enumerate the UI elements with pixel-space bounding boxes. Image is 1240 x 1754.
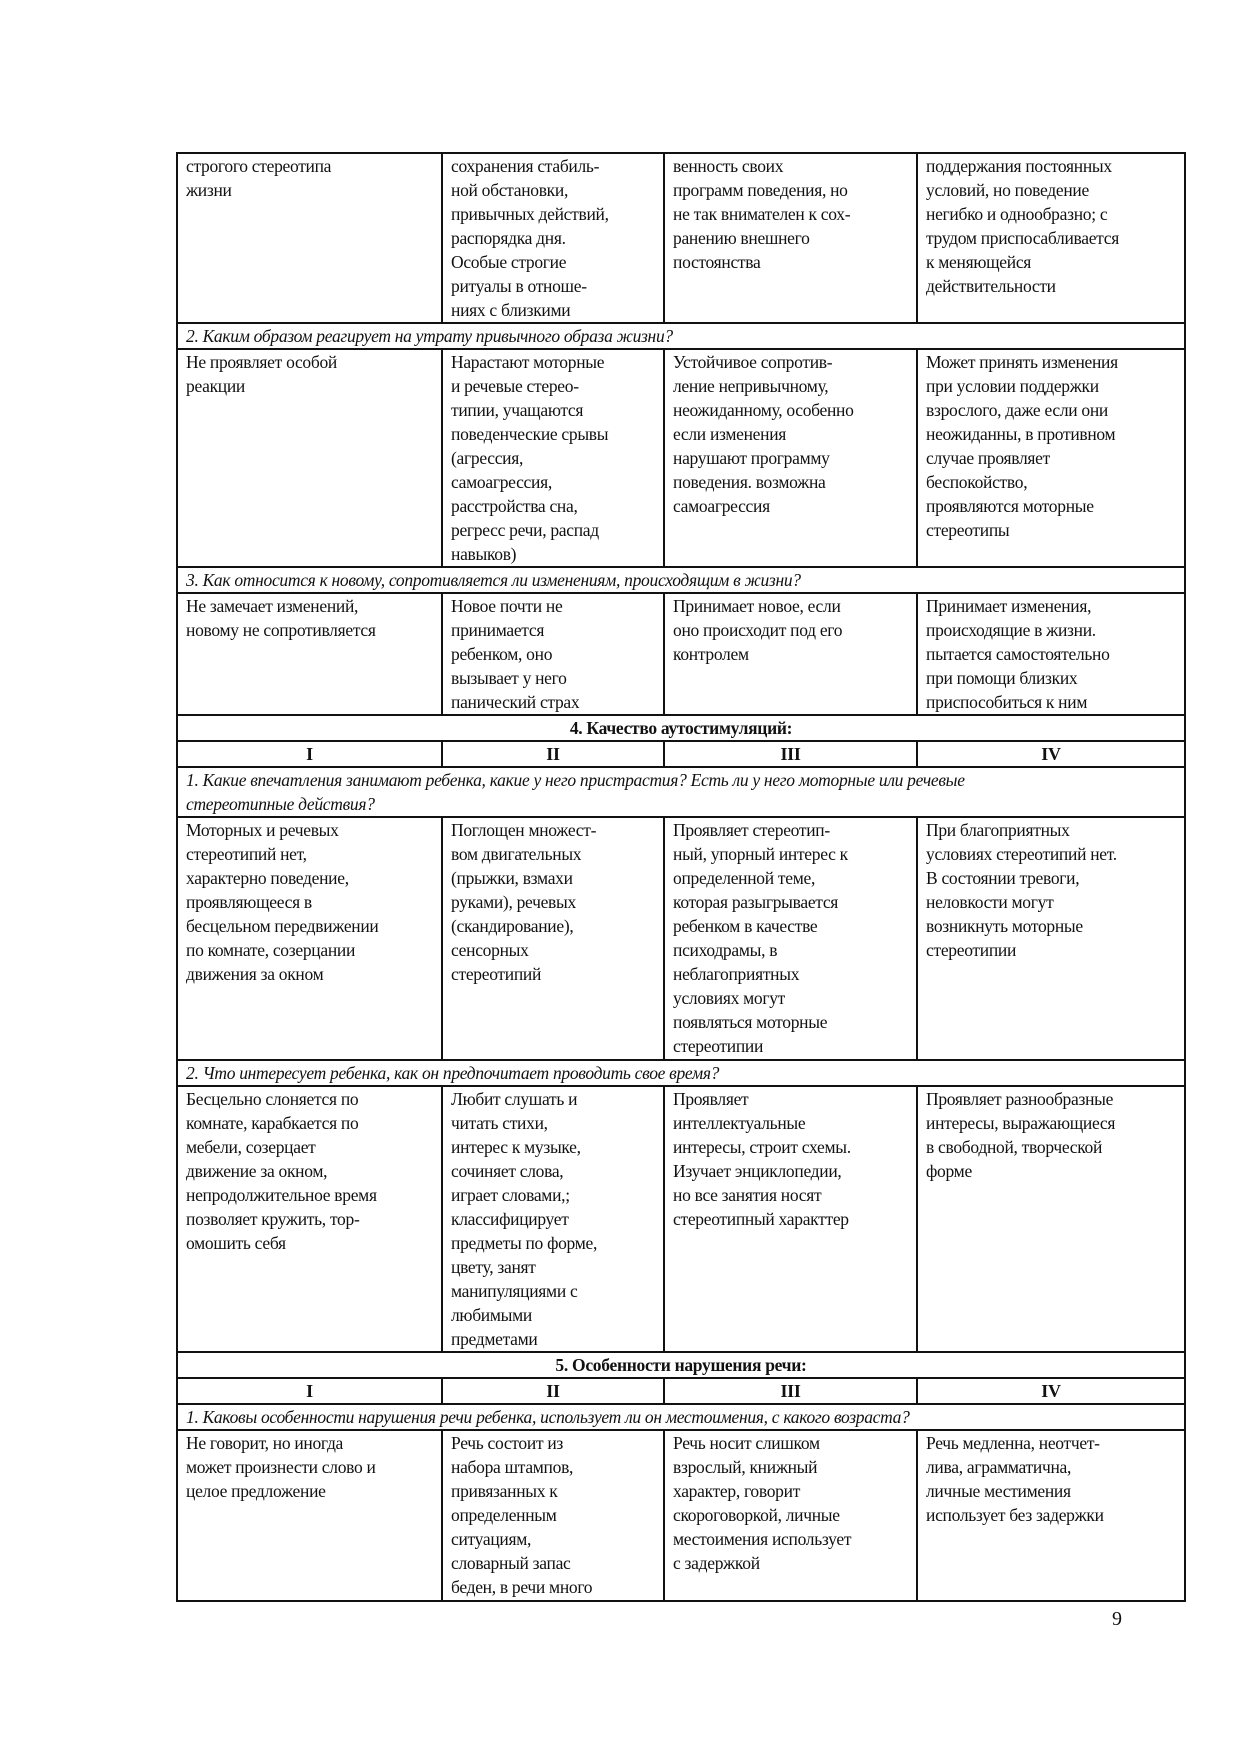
text-line: поведения. возможна: [673, 472, 826, 492]
text-line: омошить себя: [186, 1233, 286, 1253]
text-line: ребенком в качестве: [673, 916, 818, 936]
text-line: строгого стереотипа: [186, 156, 332, 176]
text-line: движение за окном,: [186, 1161, 328, 1181]
table-row-data: [177, 349, 1185, 567]
text-line: самоагрессия: [673, 496, 770, 516]
table-cell: [664, 1086, 917, 1352]
text-line: манипуляциями с: [451, 1281, 578, 1301]
text-line: определенным: [451, 1505, 557, 1525]
question-cell: [177, 1404, 1185, 1430]
text-line: стереотипный характтер: [673, 1209, 849, 1229]
section-heading: [177, 1352, 1185, 1378]
text-line: предметами: [451, 1329, 538, 1349]
table-row-q: [177, 1404, 1185, 1430]
table-row-num: [177, 1378, 1185, 1404]
text-line: непродолжительное время: [186, 1185, 377, 1205]
text-line: негибко и однообразно; с: [926, 204, 1108, 224]
text-line: венность своих: [673, 156, 784, 176]
text-line: II: [546, 1381, 560, 1401]
table-cell: [917, 593, 1185, 715]
text-line: характерно поведение,: [186, 868, 349, 888]
text-line: 4. Качество аутостимуляций:: [569, 718, 793, 738]
text-line: Нарастают моторные: [451, 352, 605, 372]
text-line: Особые строгие: [451, 252, 567, 272]
text-line: с задержкой: [673, 1553, 760, 1573]
text-line: взрослого, даже если они: [926, 400, 1109, 420]
table-row-data: [177, 1430, 1185, 1601]
text-line: Речь состоит из: [451, 1433, 564, 1453]
table-cell: [442, 817, 664, 1060]
text-line: беден, в речи много: [451, 1577, 593, 1597]
text-line: неловкости могут: [926, 892, 1054, 912]
text-line: возникнуть моторные: [926, 916, 1083, 936]
text-line: мебели, созерцает: [186, 1137, 316, 1157]
text-line: (агрессия,: [451, 448, 524, 468]
table-row-data: [177, 817, 1185, 1060]
text-line: бесцельном передвижении: [186, 916, 379, 936]
text-line: 1. Каковы особенности нарушения речи ребенка, использует ли он местоимения, с какого возраста?: [186, 1407, 910, 1427]
text-line: но все занятия носят: [673, 1185, 822, 1205]
page-number: 9: [1112, 1608, 1122, 1630]
text-line: 3. Как относится к новому, сопротивляется ли изменениям, происходящим в жизни?: [186, 570, 801, 590]
text-line: характер, говорит: [673, 1481, 801, 1501]
text-line: панический страх: [451, 692, 580, 712]
text-line: вом двигательных: [451, 844, 582, 864]
text-line: ранению внешнего: [673, 228, 810, 248]
text-line: реакции: [186, 376, 245, 396]
text-line: беспокойство,: [926, 472, 1028, 492]
text-line: скороговоркой, личные: [673, 1505, 840, 1525]
table-row-q: [177, 1060, 1185, 1086]
text-line: Проявляет разнообразные: [926, 1089, 1114, 1109]
text-line: ситуациям,: [451, 1529, 532, 1549]
text-line: неожиданны, в противном: [926, 424, 1116, 444]
text-line: позволяет кружить, тор-: [186, 1209, 360, 1229]
text-line: целое предложение: [186, 1481, 326, 1501]
text-line: которая разыгрывается: [673, 892, 839, 912]
text-line: проявляются моторные: [926, 496, 1094, 516]
text-line: ребенком, оно: [451, 644, 553, 664]
text-line: Моторных и речевых: [186, 820, 339, 840]
text-line: проявляющееся в: [186, 892, 312, 912]
text-line: 1. Какие впечатления занимают ребенка, какие у него пристрастия? Есть ли у него моторные или речевые: [186, 770, 965, 790]
text-line: при помощи близких: [926, 668, 1078, 688]
text-line: набора штампов,: [451, 1457, 574, 1477]
table-cell: [917, 349, 1185, 567]
table-cell: [177, 349, 442, 567]
table-cell: [442, 349, 664, 567]
text-line: ниях с близкими: [451, 300, 571, 320]
text-line: цвету, занят: [451, 1257, 536, 1277]
text-line: 2. Каким образом реагирует на утрату привычного образа жизни?: [186, 326, 673, 346]
text-line: привязанных к: [451, 1481, 558, 1501]
table-cell: [664, 349, 917, 567]
table-cell: [442, 1430, 664, 1601]
text-line: стереотипий нет,: [186, 844, 307, 864]
text-line: трудом приспосабливается: [926, 228, 1119, 248]
text-line: В состоянии тревоги,: [926, 868, 1080, 888]
table-row-q: [177, 767, 1185, 817]
text-line: появляться моторные: [673, 1012, 828, 1032]
text-line: поведенческие срывы: [451, 424, 609, 444]
text-line: постоянства: [673, 252, 761, 272]
text-line: программ поведения, но: [673, 180, 848, 200]
text-line: распорядка дня.: [451, 228, 566, 248]
text-line: ный, упорный интерес к: [673, 844, 848, 864]
table-cell: [664, 817, 917, 1060]
text-line: интеллектуальные: [673, 1113, 806, 1133]
table-cell: [442, 1086, 664, 1352]
text-line: навыков): [451, 544, 517, 564]
text-line: словарный запас: [451, 1553, 571, 1573]
assessment-table: [176, 152, 1186, 1602]
text-line: III: [780, 1381, 801, 1401]
table-cell: [917, 1430, 1185, 1601]
text-line: форме: [926, 1161, 972, 1181]
text-line: пытается самостоятельно: [926, 644, 1110, 664]
text-line: (скандирование),: [451, 916, 574, 936]
table-cell: [177, 1086, 442, 1352]
text-line: новому не сопротивляется: [186, 620, 376, 640]
level-header-cell: [917, 741, 1185, 767]
text-line: При благоприятных: [926, 820, 1070, 840]
text-line: Речь медленна, неотчет-: [926, 1433, 1100, 1453]
text-line: типии, учащаются: [451, 400, 584, 420]
table-cell: [442, 593, 664, 715]
text-line: (прыжки, взмахи: [451, 868, 573, 888]
level-header-cell: [664, 1378, 917, 1404]
text-line: психодрамы, в: [673, 940, 778, 960]
text-line: привычных действий,: [451, 204, 609, 224]
text-line: руками), речевых: [451, 892, 576, 912]
text-line: в свободной, творческой: [926, 1137, 1103, 1157]
text-line: определенной теме,: [673, 868, 816, 888]
text-line: вызывает у него: [451, 668, 567, 688]
question-cell: [177, 1060, 1185, 1086]
text-line: к меняющейся: [926, 252, 1032, 272]
table-cell: [177, 153, 442, 323]
table-cell: [917, 817, 1185, 1060]
text-line: любимыми: [451, 1305, 532, 1325]
text-line: взрослый, книжный: [673, 1457, 818, 1477]
text-line: приспособиться к ним: [926, 692, 1088, 712]
table-row-data: [177, 153, 1185, 323]
table-row-data: [177, 1086, 1185, 1352]
text-line: неожиданному, особенно: [673, 400, 854, 420]
table-cell: [442, 153, 664, 323]
level-header-cell: [442, 1378, 664, 1404]
text-line: ление непривычному,: [673, 376, 829, 396]
text-line: I: [306, 744, 313, 764]
text-line: IV: [1041, 1381, 1061, 1401]
question-cell: [177, 767, 1185, 817]
table-row-sec: [177, 1352, 1185, 1378]
text-line: интересы, строит схемы.: [673, 1137, 851, 1157]
text-line: Принимает новое, если: [673, 596, 841, 616]
text-line: жизни: [186, 180, 232, 200]
text-line: условиях могут: [673, 988, 786, 1008]
text-line: нарушают программу: [673, 448, 830, 468]
text-line: самоагрессия,: [451, 472, 552, 492]
text-line: Устойчивое сопротив-: [673, 352, 833, 372]
question-cell: [177, 567, 1185, 593]
text-line: движения за окном: [186, 964, 324, 984]
text-line: интерес к музыке,: [451, 1137, 581, 1157]
table-cell: [177, 1430, 442, 1601]
text-line: Поглощен множест-: [451, 820, 597, 840]
text-line: стереотипные действия?: [186, 794, 375, 814]
text-line: I: [306, 1381, 313, 1401]
text-line: контролем: [673, 644, 749, 664]
table-cell: [917, 153, 1185, 323]
text-line: может произнести слово и: [186, 1457, 376, 1477]
text-line: лива, аграмматична,: [926, 1457, 1072, 1477]
text-line: использует без задержки: [926, 1505, 1104, 1525]
text-line: Бесцельно слоняется по: [186, 1089, 359, 1109]
text-line: стереотипы: [926, 520, 1010, 540]
text-line: комнате, карабкается по: [186, 1113, 359, 1133]
text-line: интересы, выражающиеся: [926, 1113, 1116, 1133]
text-line: II: [546, 744, 560, 764]
text-line: Проявляет: [673, 1089, 749, 1109]
text-line: Речь носит слишком: [673, 1433, 820, 1453]
table-cell: [177, 593, 442, 715]
text-line: неблагоприятных: [673, 964, 800, 984]
text-line: Проявляет стереотип-: [673, 820, 830, 840]
text-line: ной обстановки,: [451, 180, 569, 200]
text-line: действительности: [926, 276, 1056, 296]
text-line: не так внимателен к сох-: [673, 204, 851, 224]
text-line: 2. Что интересует ребенка, как он предпочитает проводить свое время?: [186, 1063, 720, 1083]
text-line: Любит слушать и: [451, 1089, 578, 1109]
text-line: IV: [1041, 744, 1061, 764]
text-line: Принимает изменения,: [926, 596, 1092, 616]
text-line: III: [780, 744, 801, 764]
level-header-cell: [177, 1378, 442, 1404]
level-header-cell: [664, 741, 917, 767]
text-line: расстройства сна,: [451, 496, 578, 516]
text-line: сохранения стабиль-: [451, 156, 600, 176]
table-cell: [664, 593, 917, 715]
text-line: 5. Особенности нарушения речи:: [555, 1355, 807, 1375]
table-row-num: [177, 741, 1185, 767]
text-line: личные местимения: [926, 1481, 1071, 1501]
text-line: Не говорит, но иногда: [186, 1433, 344, 1453]
table-cell: [664, 153, 917, 323]
text-line: случае проявляет: [926, 448, 1050, 468]
section-heading: [177, 715, 1185, 741]
text-line: при условии поддержки: [926, 376, 1099, 396]
table-row-data: [177, 593, 1185, 715]
table-cell: [177, 817, 442, 1060]
text-line: условий, но поведение: [926, 180, 1089, 200]
text-line: оно происходит под его: [673, 620, 843, 640]
text-line: стереотипии: [673, 1036, 764, 1056]
text-line: стереотипии: [926, 940, 1017, 960]
table-cell: [664, 1430, 917, 1601]
level-header-cell: [177, 741, 442, 767]
text-line: регресс речи, распад: [451, 520, 599, 540]
text-line: читать стихи,: [451, 1113, 548, 1133]
text-line: условиях стереотипий нет.: [926, 844, 1117, 864]
text-line: Не замечает изменений,: [186, 596, 359, 616]
question-cell: [177, 323, 1185, 349]
text-line: Может принять изменения: [926, 352, 1118, 372]
text-line: местоимения использует: [673, 1529, 852, 1549]
text-line: по комнате, созерцании: [186, 940, 356, 960]
table-row-sec: [177, 715, 1185, 741]
text-line: Новое почти не: [451, 596, 563, 616]
text-line: играет словами,;: [451, 1185, 570, 1205]
text-line: принимается: [451, 620, 545, 640]
text-line: поддержания постоянных: [926, 156, 1112, 176]
text-line: и речевые стерео-: [451, 376, 579, 396]
text-line: стереотипий: [451, 964, 542, 984]
text-line: Изучает энциклопедии,: [673, 1161, 842, 1181]
table-row-q: [177, 567, 1185, 593]
text-line: сенсорных: [451, 940, 529, 960]
table-row-q: [177, 323, 1185, 349]
level-header-cell: [442, 741, 664, 767]
text-line: сочиняет слова,: [451, 1161, 564, 1181]
text-line: предметы по форме,: [451, 1233, 598, 1253]
text-line: происходящие в жизни.: [926, 620, 1096, 640]
text-line: ритуалы в отноше-: [451, 276, 587, 296]
level-header-cell: [917, 1378, 1185, 1404]
table-cell: [917, 1086, 1185, 1352]
text-line: Не проявляет особой: [186, 352, 337, 372]
text-line: если изменения: [673, 424, 787, 444]
text-line: классифицирует: [451, 1209, 569, 1229]
